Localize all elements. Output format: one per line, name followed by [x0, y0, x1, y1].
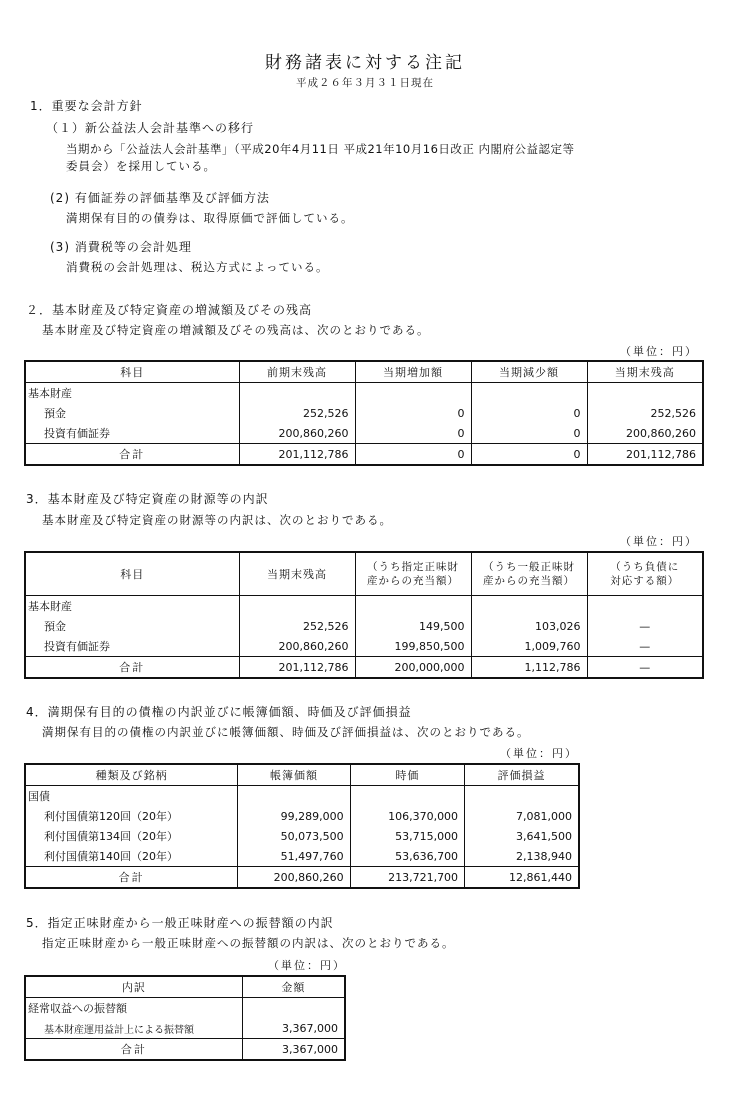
column-header: 金額 [242, 976, 345, 998]
cell-value: 51,497,760 [238, 846, 350, 867]
row-label: 預金 [25, 616, 239, 636]
section-3-heading: 3．基本財産及び特定資産の財源等の内訳 [26, 492, 269, 506]
cell-value: 2,138,940 [465, 846, 579, 867]
empty-cell [471, 596, 587, 617]
column-header: 帳簿価額 [238, 764, 350, 786]
total-value: 1,112,786 [471, 657, 587, 679]
total-value: 0 [471, 444, 587, 466]
total-label: 合計 [25, 657, 239, 679]
cell-value: 7,081,000 [465, 806, 579, 826]
column-header: 当期減少額 [471, 361, 587, 383]
group-label: 経常収益への振替額 [25, 998, 242, 1019]
table-row [25, 1018, 345, 1039]
total-label: 合計 [25, 867, 238, 889]
row-label: 利付国債第140回（20年） [25, 846, 238, 867]
section-4-text: 満期保有目的の債権の内訳並びに帳簿価額、時価及び評価損益は、次のとおりである。 [42, 725, 530, 739]
row-label: 預金 [25, 403, 239, 423]
section-1-item-1-line-2: 委員会）を採用している。 [66, 159, 216, 173]
section-5-table [24, 975, 346, 1061]
column-header: 科目 [25, 552, 239, 596]
total-value: 201,112,786 [239, 444, 355, 466]
cell-value: 99,289,000 [238, 806, 350, 826]
section-1-item-3-heading: (3) 消費税等の会計処理 [50, 240, 192, 254]
empty-cell [355, 596, 471, 617]
cell-value: 50,073,500 [238, 826, 350, 846]
column-header: 前期末残高 [239, 361, 355, 383]
group-label: 基本財産 [25, 383, 239, 404]
cell-value: 1,009,760 [471, 636, 587, 657]
table-total-row [25, 657, 703, 679]
table-row [25, 846, 579, 867]
total-value: 3,367,000 [242, 1039, 345, 1061]
total-value: 0 [355, 444, 471, 466]
column-header: 時価 [350, 764, 464, 786]
cell-value: 252,526 [239, 403, 355, 423]
column-header: 評価損益 [465, 764, 579, 786]
table-header-row [25, 764, 579, 786]
section-5-heading: 5．指定正味財産から一般正味財産への振替額の内訳 [26, 916, 334, 930]
cell-value: 3,367,000 [242, 1018, 345, 1039]
total-value: 213,721,700 [350, 867, 464, 889]
empty-cell [465, 786, 579, 807]
empty-cell [587, 596, 703, 617]
table-row [25, 403, 703, 423]
cell-value: 252,526 [587, 403, 703, 423]
section-4-unit: （単位：円） [500, 747, 578, 760]
total-value: 201,112,786 [239, 657, 355, 679]
total-value: 200,000,000 [355, 657, 471, 679]
cell-value: 200,860,260 [587, 423, 703, 444]
column-header: 当期末残高 [587, 361, 703, 383]
total-value: 200,860,260 [238, 867, 350, 889]
empty-cell [242, 998, 345, 1019]
cell-value: 0 [471, 423, 587, 444]
section-2-heading: ２．基本財産及び特定資産の増減額及びその残高 [26, 303, 313, 317]
table-row [25, 423, 703, 444]
cell-value: 0 [355, 403, 471, 423]
section-2-text: 基本財産及び特定資産の増減額及びその残高は、次のとおりである。 [42, 323, 430, 337]
section-5-unit: （単位：円） [268, 959, 346, 972]
total-label: 合計 [25, 444, 239, 466]
row-label: 投資有価証券 [25, 636, 239, 657]
table-group-row [25, 998, 345, 1019]
column-header: 当期増加額 [355, 361, 471, 383]
cell-value: 200,860,260 [239, 423, 355, 444]
empty-cell [471, 383, 587, 404]
cell-value: — [587, 636, 703, 657]
row-label: 利付国債第120回（20年） [25, 806, 238, 826]
as-of-date: 平成２６年３月３１日現在 [296, 77, 434, 89]
empty-cell [239, 383, 355, 404]
cell-value: 199,850,500 [355, 636, 471, 657]
column-header: 内訳 [25, 976, 242, 998]
cell-value: 53,715,000 [350, 826, 464, 846]
total-value: 12,861,440 [465, 867, 579, 889]
section-5-text: 指定正味財産から一般正味財産への振替額の内訳は、次のとおりである。 [42, 936, 455, 950]
table-row [25, 636, 703, 657]
row-label: 利付国債第134回（20年） [25, 826, 238, 846]
table-group-row [25, 786, 579, 807]
column-header-line: （うち指定正味財 [367, 561, 459, 573]
section-2-table [24, 360, 704, 466]
row-label: 投資有価証券 [25, 423, 239, 444]
cell-value: 3,641,500 [465, 826, 579, 846]
cell-value: 200,860,260 [239, 636, 355, 657]
column-header-line: （うち一般正味財 [483, 561, 575, 573]
cell-value: — [587, 616, 703, 636]
table-row [25, 616, 703, 636]
table-group-row [25, 596, 703, 617]
section-1-item-1-line-1: 当期から「公益法人会計基準」（平成20年4月11日 平成21年10月16日改正 内閣府公益認定等 [66, 142, 575, 156]
table-group-row [25, 383, 703, 404]
cell-value: 106,370,000 [350, 806, 464, 826]
empty-cell [587, 383, 703, 404]
total-label: 合計 [25, 1039, 242, 1061]
cell-value: 149,500 [355, 616, 471, 636]
column-header-line: （うち負債に [610, 561, 680, 573]
cell-value: 252,526 [239, 616, 355, 636]
table-header-row [25, 361, 703, 383]
section-4-heading: 4．満期保有目的の債権の内訳並びに帳簿価額、時価及び評価損益 [26, 705, 412, 719]
column-header [587, 552, 703, 596]
column-header: 種類及び銘柄 [25, 764, 238, 786]
column-header: 科目 [25, 361, 239, 383]
section-1-heading: 1．重要な会計方針 [30, 99, 143, 113]
column-header [471, 552, 587, 596]
cell-value: 0 [355, 423, 471, 444]
table-header-row [25, 552, 703, 596]
table-total-row [25, 867, 579, 889]
table-row [25, 826, 579, 846]
page-title: 財務諸表に対する注記 [265, 53, 465, 73]
column-header-line: 対応する額） [610, 575, 680, 587]
column-header: 当期末残高 [239, 552, 355, 596]
empty-cell [355, 383, 471, 404]
table-total-row [25, 1039, 345, 1061]
row-label: 基本財産運用益計上による振替額 [25, 1018, 242, 1039]
section-3-unit: （単位：円） [620, 535, 698, 548]
column-header-line: 産からの充当額） [367, 575, 459, 587]
total-value: — [587, 657, 703, 679]
group-label: 国債 [25, 786, 238, 807]
section-1-item-3-text: 消費税の会計処理は、税込方式によっている。 [66, 260, 329, 274]
table-total-row [25, 444, 703, 466]
cell-value: 103,026 [471, 616, 587, 636]
table-row [25, 806, 579, 826]
section-3-table [24, 551, 704, 679]
column-header-line: 産からの充当額） [483, 575, 575, 587]
section-3-text: 基本財産及び特定資産の財源等の内訳は、次のとおりである。 [42, 513, 392, 527]
section-2-unit: （単位：円） [620, 345, 698, 358]
section-4-table [24, 763, 580, 889]
section-1-item-2-text: 満期保有目的の債券は、取得原価で評価している。 [66, 211, 354, 225]
cell-value: 0 [471, 403, 587, 423]
table-header-row [25, 976, 345, 998]
group-label: 基本財産 [25, 596, 239, 617]
empty-cell [238, 786, 350, 807]
section-1-item-1-heading: （１）新公益法人会計基準への移行 [46, 121, 255, 135]
empty-cell [350, 786, 464, 807]
empty-cell [239, 596, 355, 617]
section-1-item-2-heading: (2) 有価証券の評価基準及び評価方法 [50, 191, 270, 205]
cell-value: 53,636,700 [350, 846, 464, 867]
total-value: 201,112,786 [587, 444, 703, 466]
column-header [355, 552, 471, 596]
